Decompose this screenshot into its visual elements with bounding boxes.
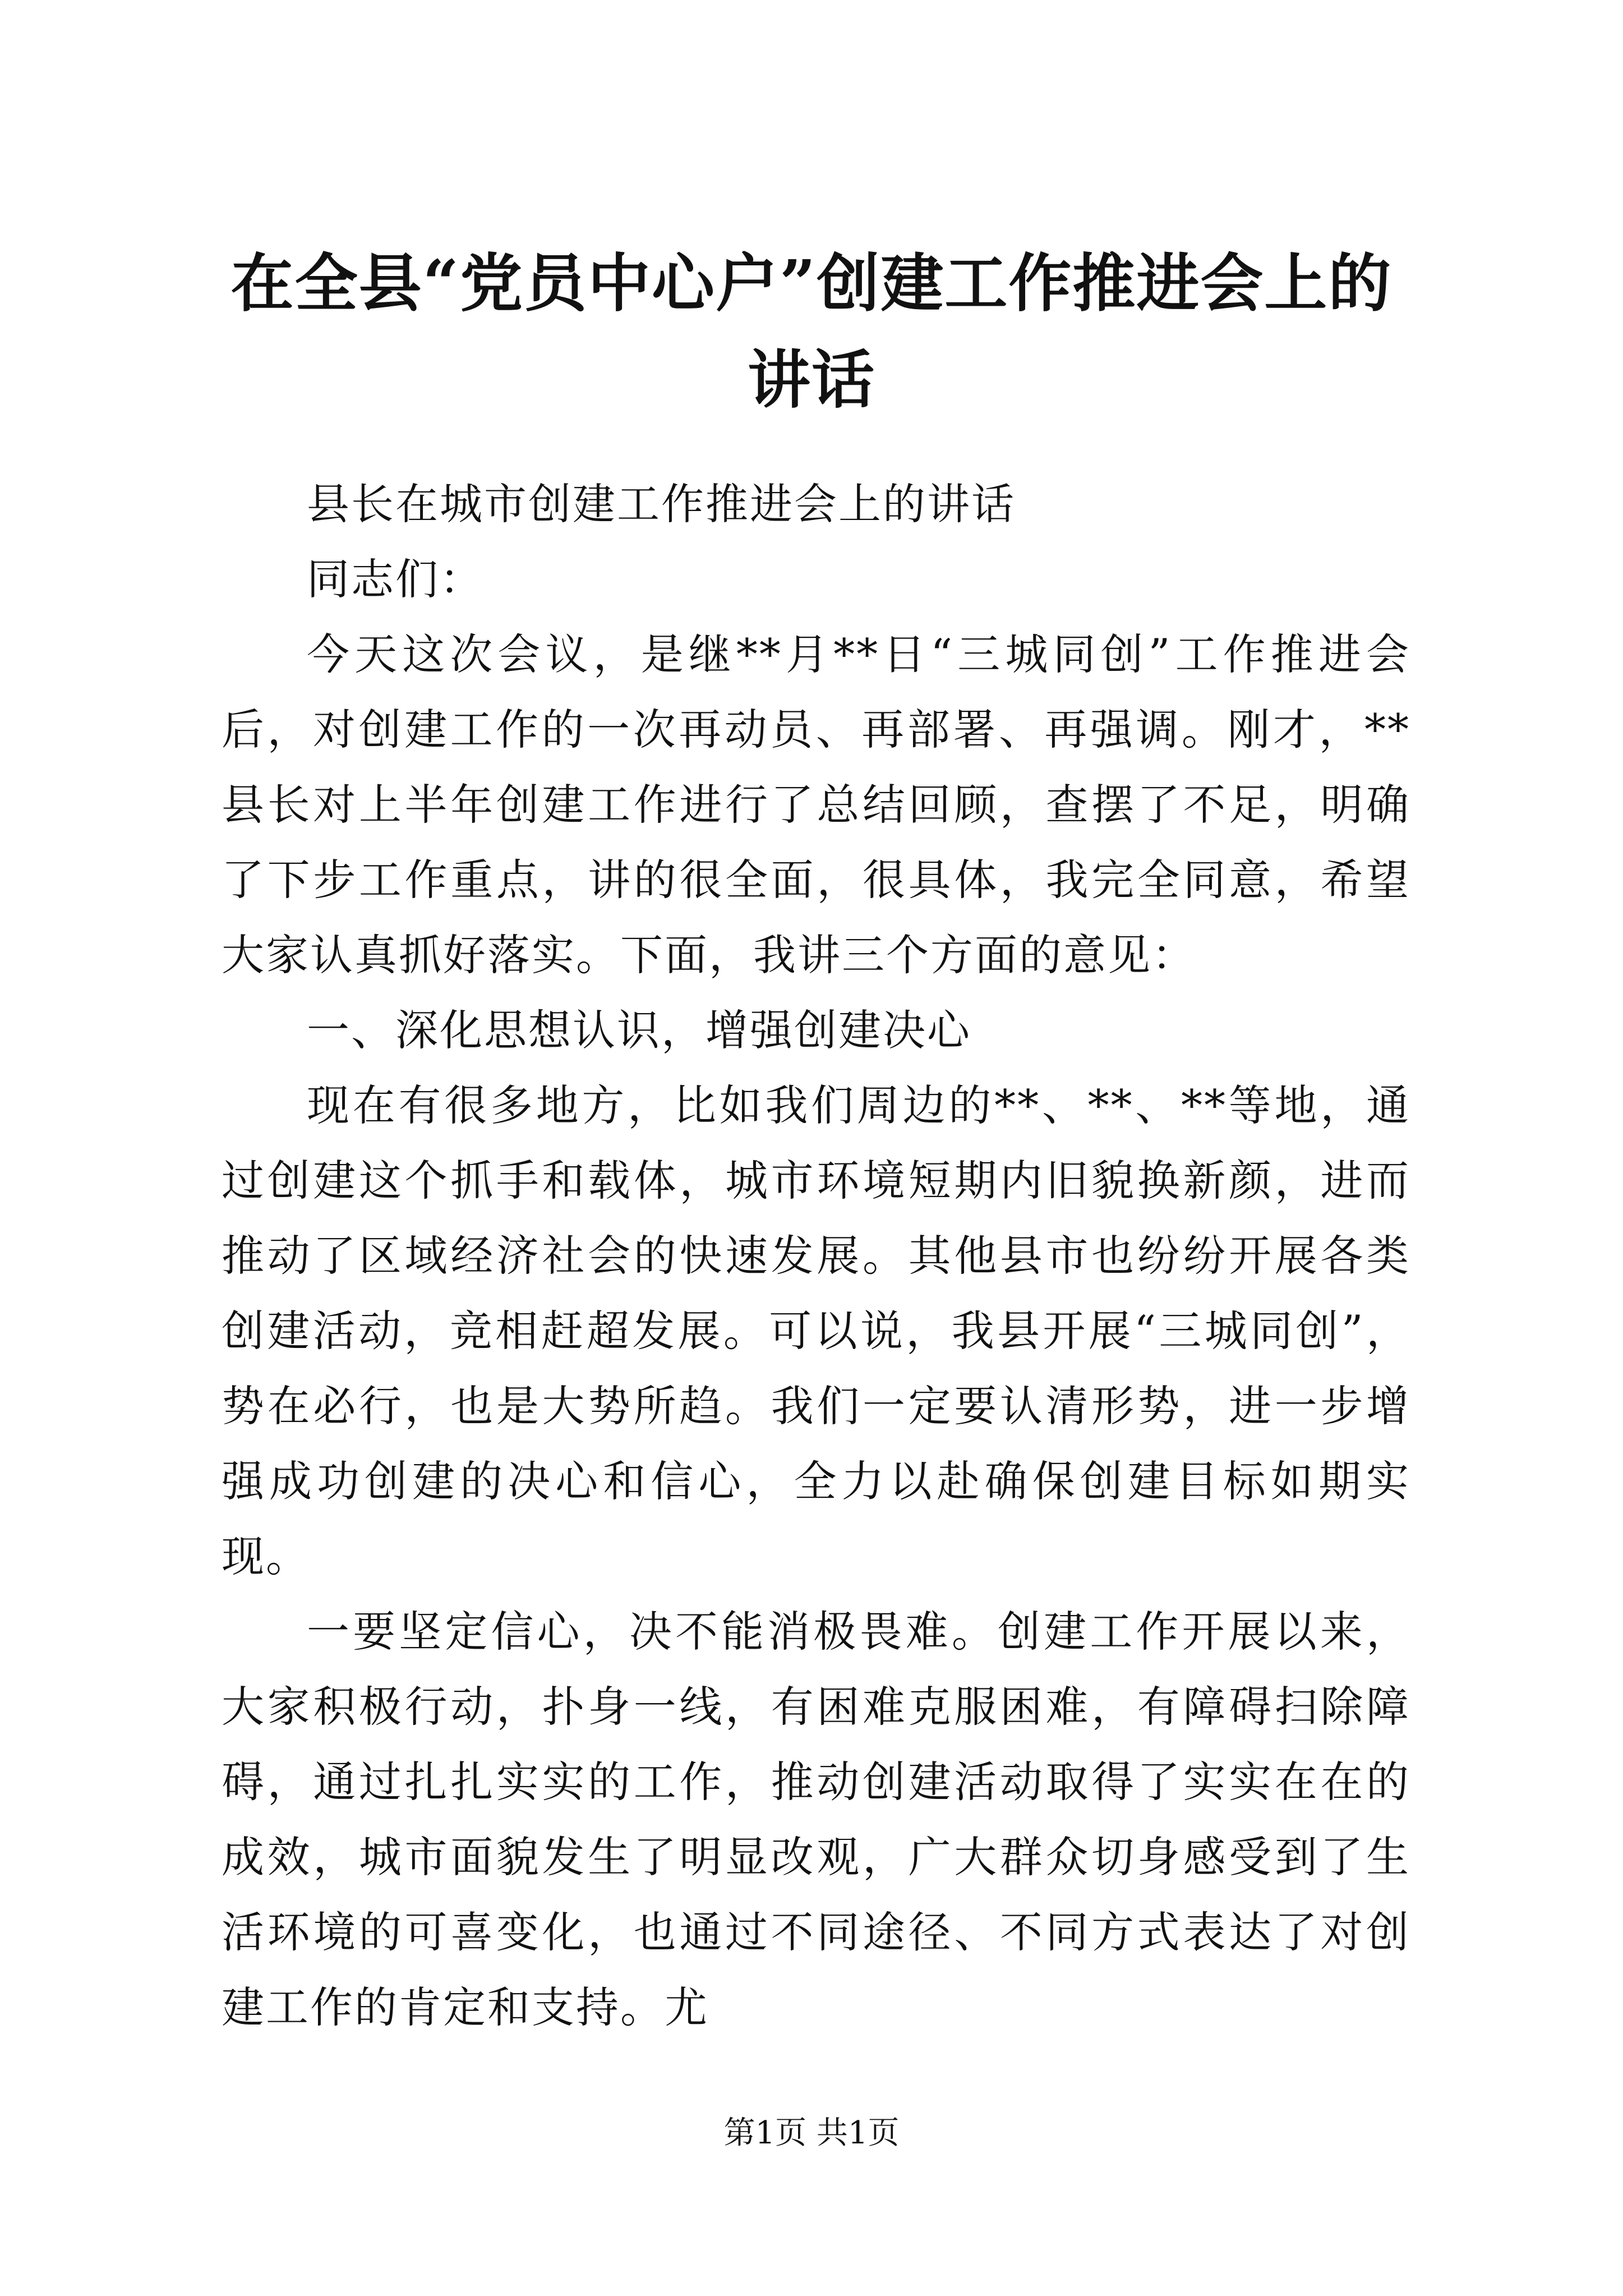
paragraph-salutation: 同志们： [307,554,484,604]
paragraph-intro: 今天这次会议，是继**月**日“三城同创”工作推进会后，对创建工作的一次再动员、再部署、再强调。刚才，**县长对上半年创建工作进行了总结回顾，查摆了不足，明确了下步工作重点，讲的很全面，很具体，我完全同意，希望大家认真抓好落实。下面，我讲三个方面的意见： [222,629,1410,980]
document-body [222,467,1410,2045]
section-heading-1: 一、深化思想认识，增强创建决心 [307,1005,971,1055]
paragraph-confidence: 一要坚定信心，决不能消极畏难。创建工作开展以来，大家积极行动，扑身一线，有困难克服困难，有障碍扫除障碍，通过扎扎实实的工作，推动创建活动取得了实实在在的成效，城市面貌发生了明显改观，广大群众切身感受到了生活环境的可喜变化，也通过不同途径、不同方式表达了对创建工作的肯定和支持。尤 [222,1607,1410,2032]
document-title: 在全县“党员中心户”创建工作推进会上的讲话 [230,247,1393,417]
page-footer: 第1页 共1页 [723,2115,900,2151]
paragraph-context: 现在有很多地方，比如我们周边的**、**、**等地，通过创建这个抓手和载体，城市环境短期内旧貌换新颜，进而推动了区域经济社会的快速发展。其他县市也纷纷开展各类创建活动，竞相赶超发展。可以说，我县开展“三城同创”，势在必行，也是大势所趋。我们一定要认清形势，进一步增强成功创建的决心和信心，全力以赴确保创建目标如期实现。 [222,1080,1410,1581]
paragraph-subtitle: 县长在城市创建工作推进会上的讲话 [307,479,1016,529]
